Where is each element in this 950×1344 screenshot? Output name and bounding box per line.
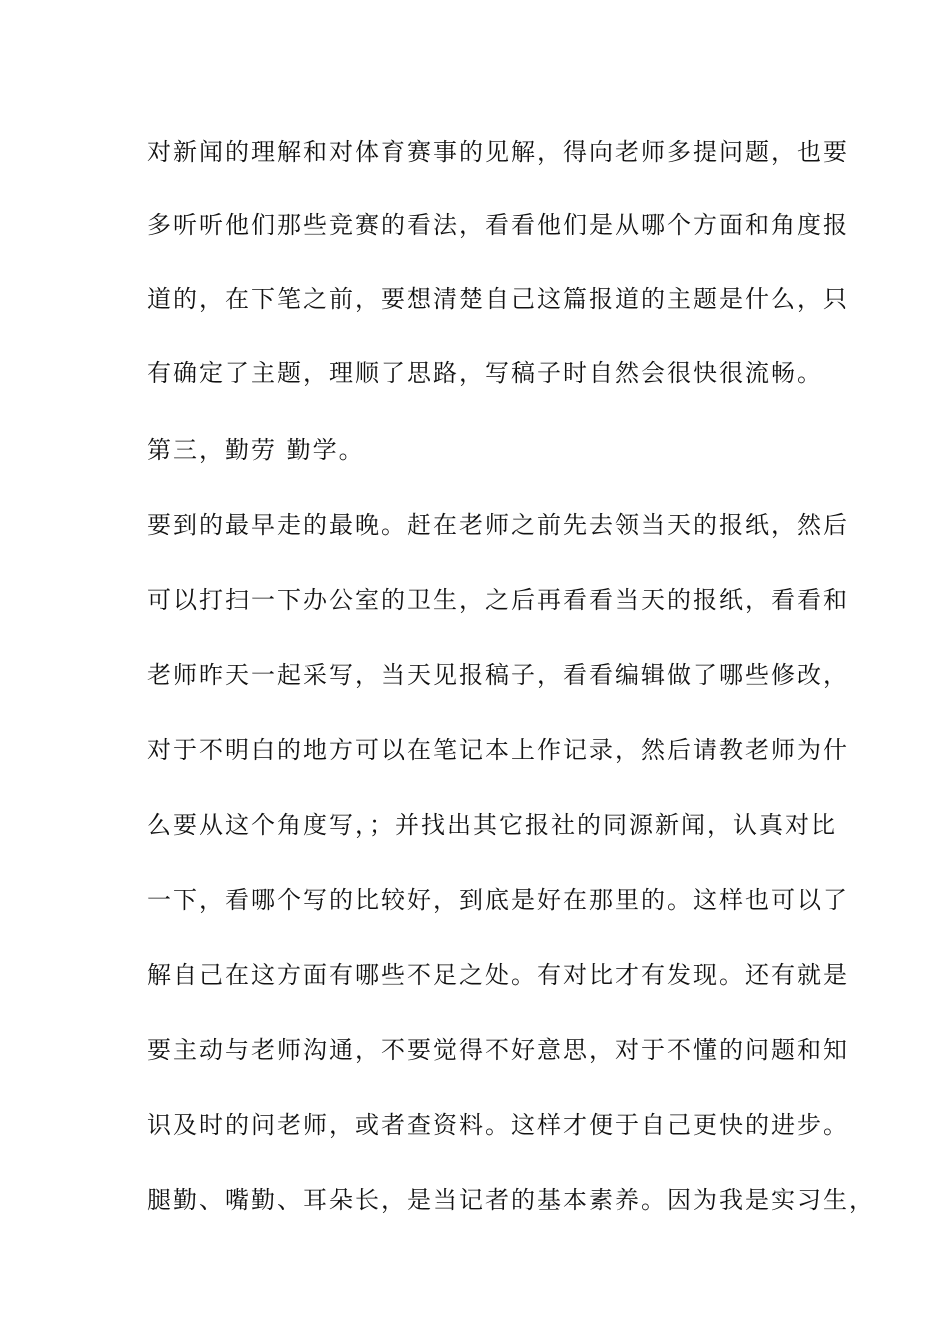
section-heading: 第三，勤劳 勤学。 xyxy=(147,436,365,464)
text-line: 对新闻的理解和对体育赛事的见解，得向老师多提问题，也要 xyxy=(147,138,849,166)
text-line: 可以打扫一下办公室的卫生，之后再看看当天的报纸，看看和 xyxy=(147,586,849,614)
text-line: 道的，在下笔之前，要想清楚自己这篇报道的主题是什么，只 xyxy=(147,285,849,313)
text-line: 要到的最早走的最晚。赶在老师之前先去领当天的报纸，然后 xyxy=(147,511,849,539)
text-line: 对于不明白的地方可以在笔记本上作记录，然后请教老师为什 xyxy=(147,736,849,764)
text-line: 要主动与老师沟通，不要觉得不好意思，对于不懂的问题和知 xyxy=(147,1036,849,1064)
text-line: 一下，看哪个写的比较好，到底是好在那里的。这样也可以了 xyxy=(147,886,849,914)
text-line: 么要从这个角度写，；并找出其它报社的同源新闻，认真对比 xyxy=(147,811,837,839)
text-line: 识及时的问老师，或者查资料。这样才便于自己更快的进步。 xyxy=(147,1111,849,1139)
text-line: 解自己在这方面有哪些不足之处。有对比才有发现。还有就是 xyxy=(147,961,849,989)
text-line: 有确定了主题，理顺了思路，写稿子时自然会很快很流畅。 xyxy=(147,359,823,387)
text-line: 腿勤、嘴勤、耳朵长，是当记者的基本素养。因为我是实习生， xyxy=(147,1186,875,1214)
text-line: 多听听他们那些竞赛的看法，看看他们是从哪个方面和角度报 xyxy=(147,211,849,239)
text-line: 老师昨天一起采写，当天见报稿子，看看编辑做了哪些修改， xyxy=(147,661,849,689)
